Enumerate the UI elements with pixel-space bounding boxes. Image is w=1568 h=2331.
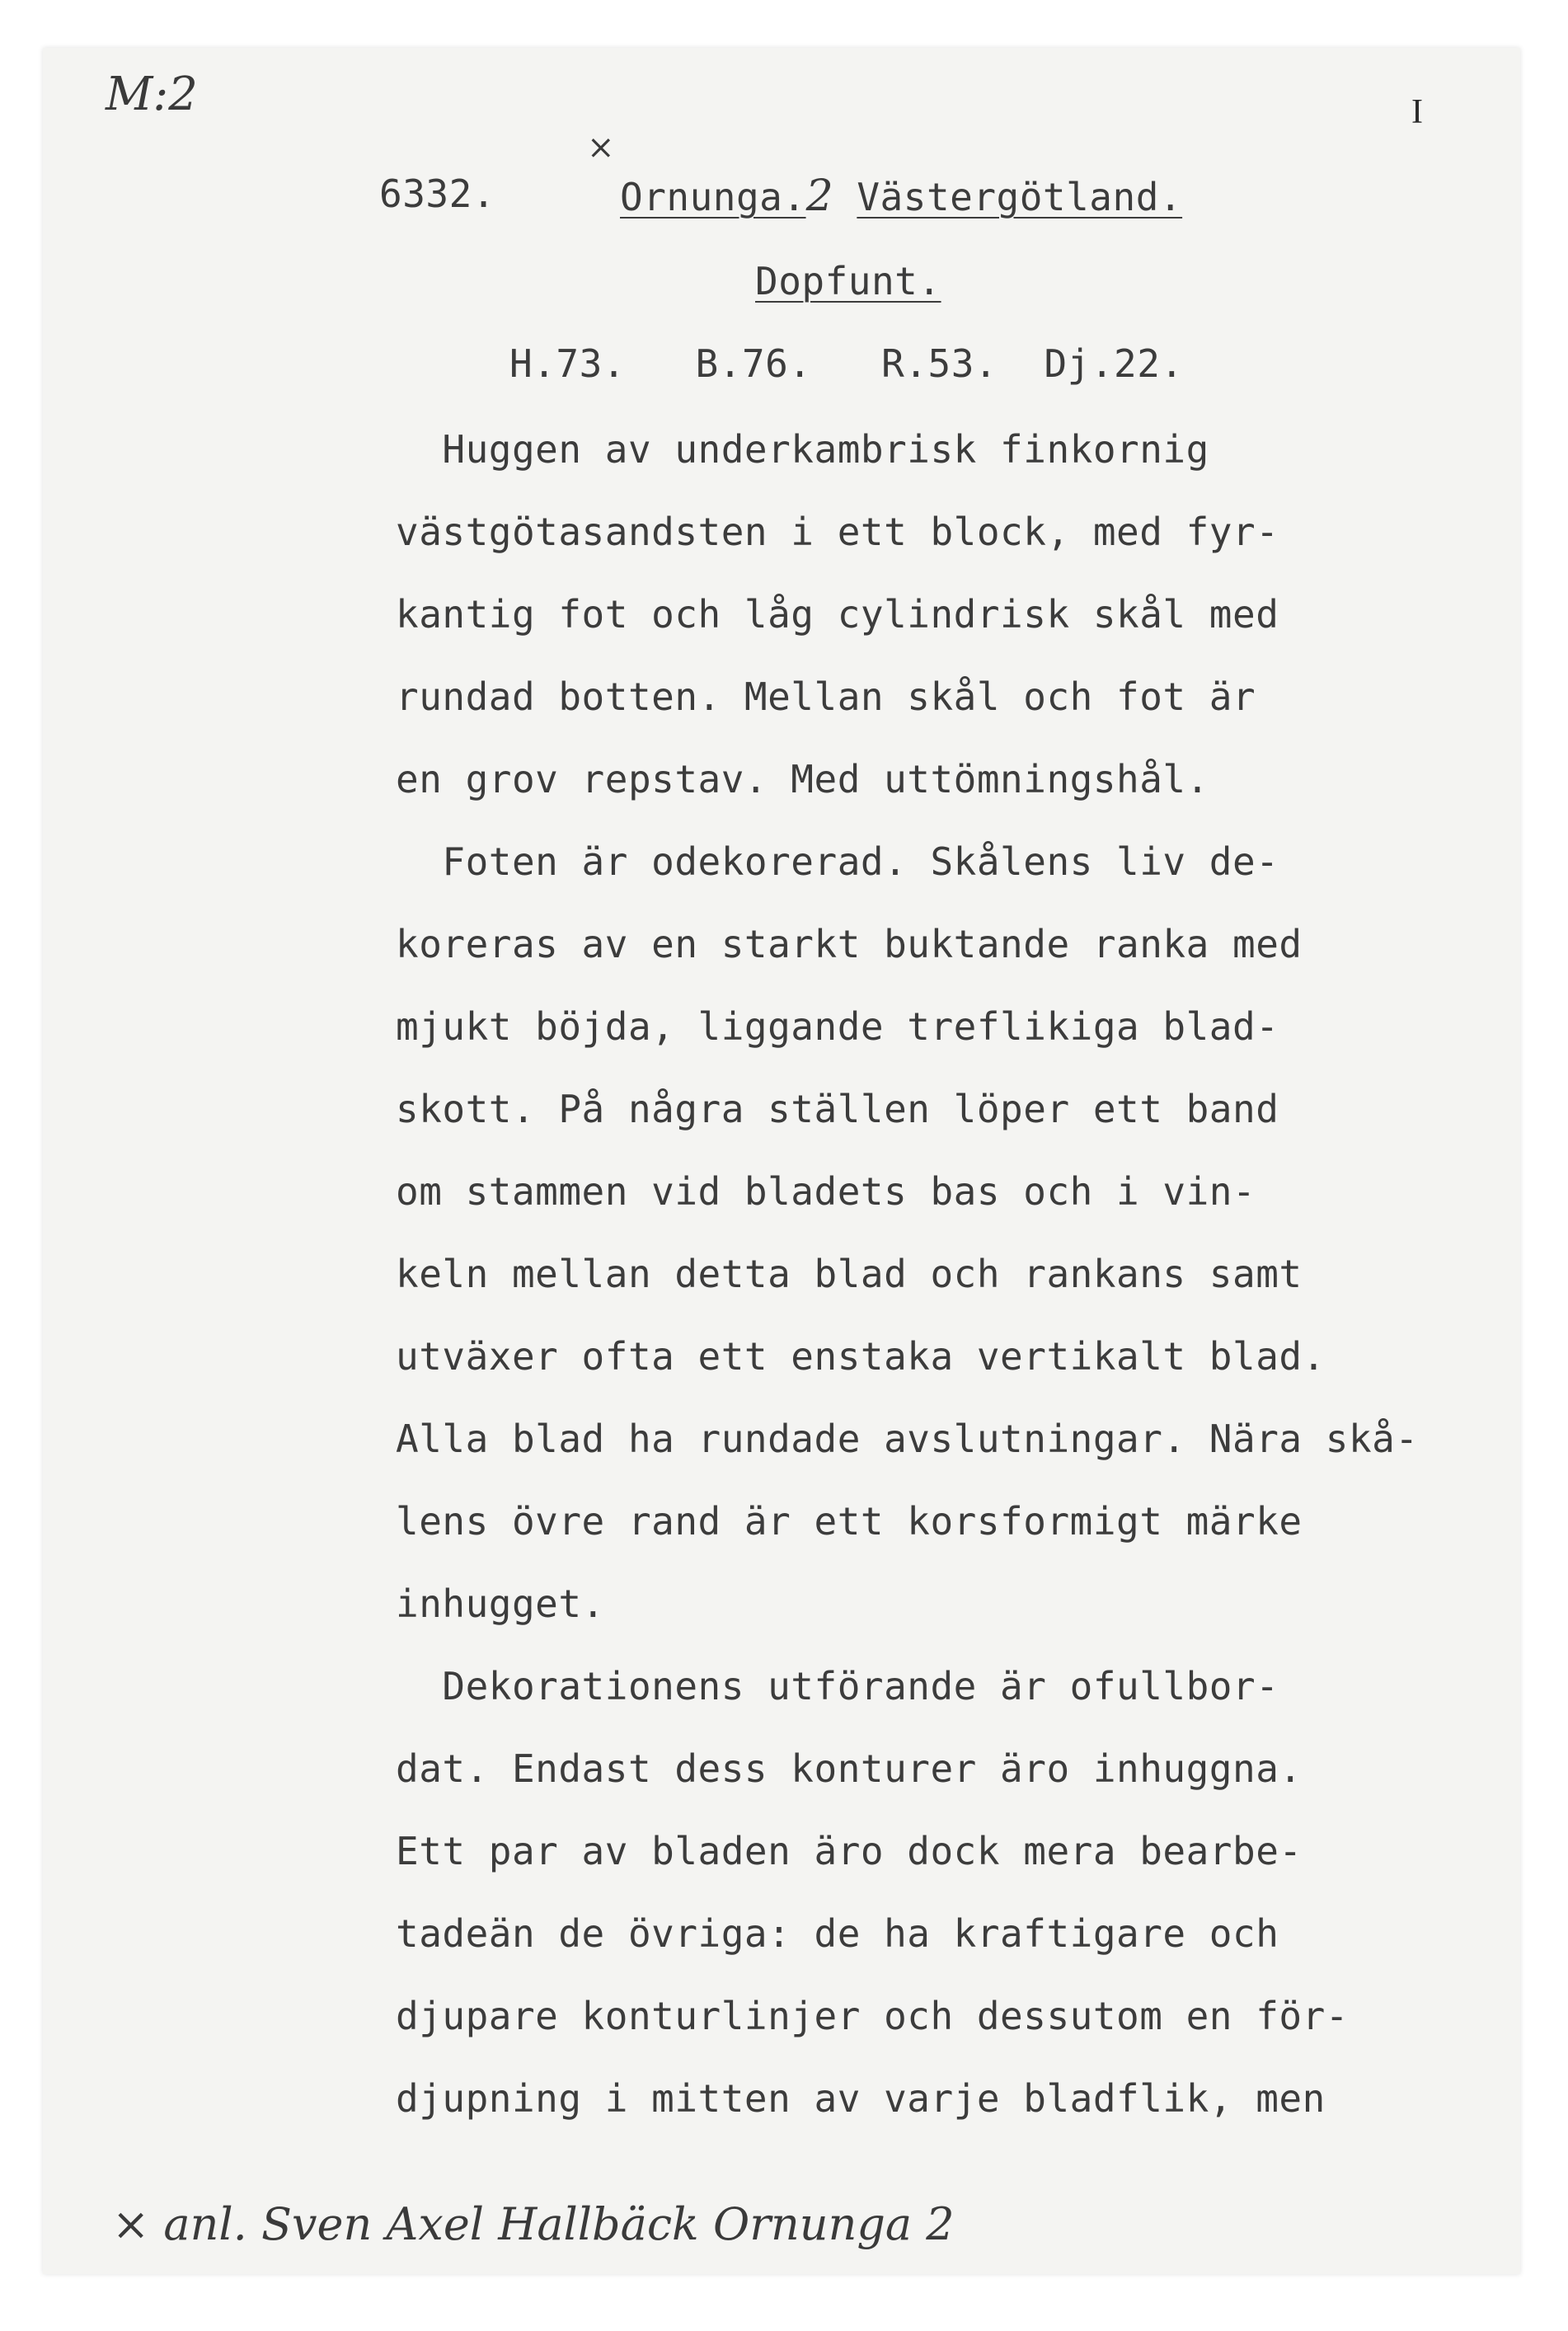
handwritten-archive-mark: M:2 [106, 68, 198, 121]
text-line: djupning i mitten av varje bladflik, men [396, 2076, 1326, 2121]
text-line: koreras av en starkt buktande ranka med [396, 922, 1303, 966]
text-line: inhugget. [396, 1581, 605, 1626]
place-name: Ornunga. [620, 175, 806, 219]
insertion-mark: × [587, 129, 615, 167]
text-line: rundad botten. Mellan skål och fot är [396, 674, 1256, 719]
measurements: H.73. B.76. R.53. Dj.22. [509, 341, 1184, 386]
text-line: dat. Endast dess konturer äro inhuggna. [396, 1746, 1303, 1791]
text-line: lens övre rand är ett korsformigt märke [396, 1499, 1303, 1544]
text-line: skott. På några ställen löper ett band [396, 1087, 1279, 1131]
text-line: djupare konturlinjer och dessutom en för- [396, 1994, 1349, 2038]
text-line: en grov repstav. Med uttömningshål. [396, 757, 1209, 801]
text-line: Ett par av bladen äro dock mera bearbe- [396, 1829, 1303, 1873]
text-line: Dekorationens utförande är ofullbor- [396, 1664, 1279, 1708]
text-line: västgötasandsten i ett block, med fyr- [396, 510, 1279, 554]
object-type: Dopfunt. [755, 259, 941, 303]
page-number: I [1411, 93, 1423, 131]
region-name: Västergötland. [857, 175, 1183, 219]
entry-number: 6332. [379, 172, 495, 216]
text-line: tadeän de övriga: de ha kraftigare och [396, 1911, 1279, 1956]
text-line: utväxer ofta ett enstaka vertikalt blad. [396, 1334, 1326, 1379]
text-line: Huggen av underkambrisk finkornig [396, 427, 1209, 472]
entry-title [620, 172, 1182, 221]
text-line: mjukt böjda, liggande treflikiga blad- [396, 1004, 1279, 1049]
handwritten-source-note: × anl. Sven Axel Hallbäck Ornunga 2 [112, 2198, 955, 2250]
handwritten-inserted-numeral: 2 [805, 172, 834, 221]
text-line: kantig fot och låg cylindrisk skål med [396, 592, 1279, 637]
text-line: om stammen vid bladets bas och i vin- [396, 1169, 1256, 1214]
typescript-page [43, 48, 1520, 2274]
text-line: keln mellan detta blad och rankans samt [396, 1252, 1303, 1296]
text-line: Foten är odekorerad. Skålens liv de- [396, 839, 1279, 884]
text-line: Alla blad ha rundade avslutningar. Nära skå- [396, 1417, 1419, 1461]
